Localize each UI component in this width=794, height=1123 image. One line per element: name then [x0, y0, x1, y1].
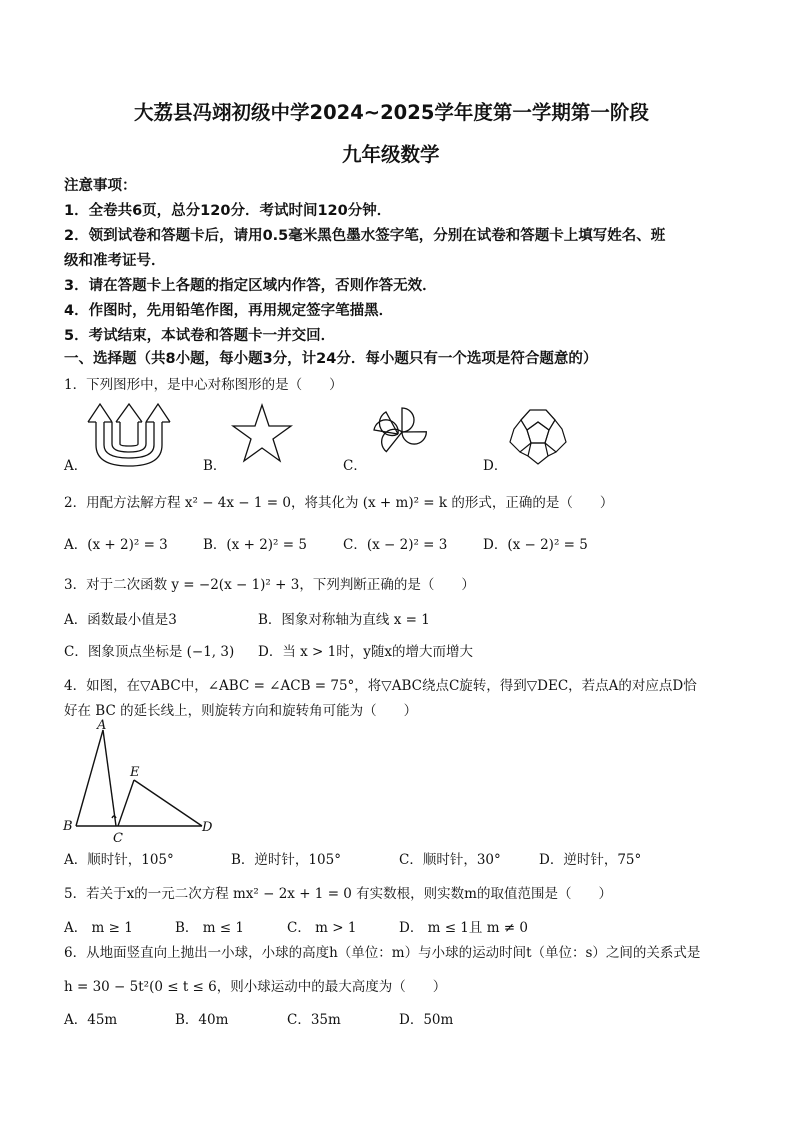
- question-3-option-b: B．图象对称轴为直线 x = 1: [258, 612, 430, 628]
- question-6-stem: 6．从地面竖直向上抛出一小球，小球的高度h（单位：m）与小球的运动时间t（单位：s）之间的关系式是: [64, 945, 701, 961]
- notice-item: 1．全卷共6页，总分120分．考试时间120分钟．: [64, 203, 392, 219]
- exam-title: 大荔县冯翊初级中学2024~2025学年度第一学期第一阶段: [134, 101, 649, 124]
- pinwheel-icon: [368, 402, 432, 466]
- figure-label-d: D: [202, 820, 213, 835]
- question-6-stem: h = 30 − 5t²(0 ≤ t ≤ 6，则小球运动中的最大高度为（ ）: [64, 979, 447, 995]
- notice-item: 2．领到试卷和答题卡后，请用0.5毫米黑色墨水签字笔，分别在试卷和答题卡上填写姓名、班: [64, 228, 666, 244]
- question-5-option-b: B． m ≤ 1: [175, 920, 244, 936]
- question-4-option-a: A．顺时针，105°: [64, 852, 174, 868]
- question-1-option-a: A．: [64, 458, 88, 474]
- figure-label-c: C: [113, 831, 123, 846]
- notice-heading: 注意事项：: [64, 178, 137, 194]
- question-3-option-a: A．函数最小值是3: [64, 612, 177, 628]
- question-3-option-c: C．图象顶点坐标是 (−1, 3): [64, 644, 235, 660]
- question-4-option-d: D．逆时针，75°: [539, 852, 642, 868]
- pentagon-pattern-icon: [506, 402, 570, 466]
- question-4-stem: 4．如图，在▽ABC中，∠ABC = ∠ACB = 75°，将▽ABC绕点C旋转，得到▽DEC，若点A的对应点D恰: [64, 678, 697, 694]
- question-1-option-b: B．: [203, 458, 227, 474]
- question-4-stem: 好在 BC 的延长线上，则旋转方向和旋转角可能为（ ）: [64, 703, 418, 719]
- question-1-option-c: C．: [343, 458, 367, 474]
- question-2-option-b: B．(x + 2)² = 5: [203, 537, 307, 553]
- exam-subject: 九年级数学: [342, 143, 440, 166]
- question-4-option-b: B．逆时针，105°: [231, 852, 341, 868]
- question-5-option-a: A． m ≥ 1: [64, 920, 133, 936]
- question-5-stem: 5．若关于x的一元二次方程 mx² − 2x + 1 = 0 有实数根，则实数m的取值范围是（ ）: [64, 886, 612, 902]
- question-3-option-d: D．当 x > 1时，y随x的增大而增大: [258, 644, 473, 660]
- figure-label-b: B: [63, 819, 73, 834]
- figure-label-a: A: [97, 718, 107, 733]
- triangle-rotation-figure: [60, 718, 220, 846]
- question-2-stem: 2．用配方法解方程 x² − 4x − 1 = 0，将其化为 (x + m)² = k 的形式，正确的是（ ）: [64, 495, 614, 511]
- star-icon: [231, 403, 293, 465]
- figure-label-e: E: [130, 765, 140, 780]
- notice-item: 级和准考证号．: [64, 253, 166, 269]
- question-6-option-d: D．50m: [399, 1012, 454, 1028]
- question-6-option-b: B．40m: [175, 1012, 229, 1028]
- question-1-option-d: D．: [483, 458, 508, 474]
- question-5-option-d: D． m ≤ 1且 m ≠ 0: [399, 920, 528, 936]
- trident-arrows-icon: [86, 400, 172, 470]
- question-2-option-c: C．(x − 2)² = 3: [343, 537, 448, 553]
- question-6-option-a: A．45m: [64, 1012, 118, 1028]
- notice-item: 3．请在答题卡上各题的指定区域内作答，否则作答无效．: [64, 278, 437, 294]
- section-heading: 一、选择题（共8小题，每小题3分，计24分．每小题只有一个选项是符合题意的）: [64, 351, 598, 367]
- question-6-option-c: C．35m: [287, 1012, 341, 1028]
- notice-item: 4．作图时，先用铅笔作图，再用规定签字笔描黑．: [64, 303, 394, 319]
- notice-item: 5．考试结束，本试卷和答题卡一并交回．: [64, 328, 336, 344]
- question-1-stem: 1．下列图形中，是中心对称图形的是（ ）: [64, 377, 343, 393]
- question-2-option-a: A．(x + 2)² = 3: [64, 537, 168, 553]
- question-3-stem: 3．对于二次函数 y = −2(x − 1)² + 3，下列判断正确的是（ ）: [64, 577, 475, 593]
- question-5-option-c: C． m > 1: [287, 920, 357, 936]
- question-4-option-c: C．顺时针，30°: [399, 852, 501, 868]
- question-2-option-d: D．(x − 2)² = 5: [483, 537, 588, 553]
